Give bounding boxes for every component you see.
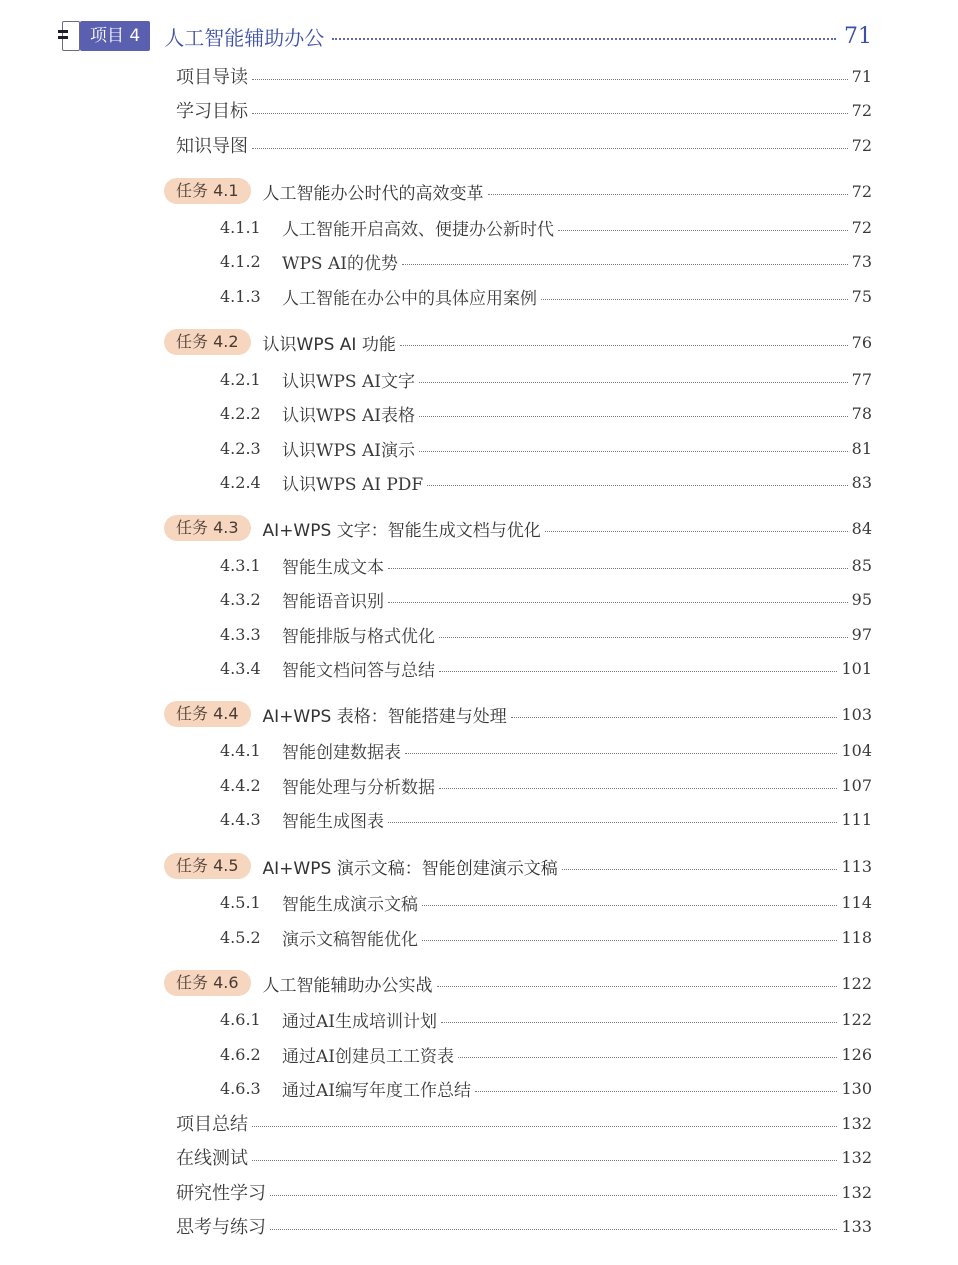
- section-number: 4.6.1: [220, 1009, 261, 1029]
- entry-page: 95: [851, 589, 872, 609]
- section-number: 4.3.4: [220, 658, 261, 678]
- toc-entry-4-5-2[interactable]: [220, 922, 872, 952]
- dot-leader: [511, 716, 838, 718]
- dot-leader: [388, 567, 848, 569]
- toc-entry-4-4-3[interactable]: [220, 804, 872, 834]
- entry-title: WPS AI的优势: [282, 253, 398, 274]
- entry-page: 78: [851, 403, 872, 423]
- toc-entry-outro-3[interactable]: [176, 1211, 872, 1241]
- section-number: 4.6.2: [220, 1044, 261, 1064]
- entry-title: 学习目标: [176, 101, 248, 122]
- entry-title: 通过AI编写年度工作总结: [282, 1080, 471, 1101]
- dot-leader: [332, 36, 836, 40]
- toc-entry-intro-1[interactable]: [176, 95, 872, 125]
- entry-page: 107: [841, 775, 872, 795]
- entry-title: 智能生成演示文稿: [282, 894, 418, 915]
- toc-task-4-6[interactable]: [164, 968, 872, 998]
- dot-leader: [558, 229, 848, 231]
- entry-title: 智能文档问答与总结: [282, 660, 435, 681]
- section-number: 4.4.2: [220, 775, 261, 795]
- entry-page: 81: [851, 438, 872, 458]
- entry-title: 通过AI生成培训计划: [282, 1011, 437, 1032]
- entry-title: 智能生成图表: [282, 811, 384, 832]
- dot-leader: [439, 670, 837, 672]
- section-number: 4.1.3: [220, 286, 261, 306]
- dot-leader: [252, 78, 848, 80]
- entry-page: 77: [851, 369, 872, 389]
- toc-entry-4-3-2[interactable]: [220, 584, 872, 614]
- toc-entry-4-3-4[interactable]: [220, 653, 872, 683]
- task-title: 人工智能辅助办公实战: [262, 975, 433, 996]
- entry-title: 项目总结: [176, 1114, 248, 1135]
- dot-leader: [252, 1159, 837, 1161]
- project-page-number: 71: [844, 23, 872, 49]
- task-title: 认识WPS AI 功能: [262, 334, 396, 355]
- entry-title: 认识WPS AI文字: [282, 371, 415, 392]
- toc-entry-4-2-1[interactable]: [220, 364, 872, 394]
- entry-title: 智能处理与分析数据: [282, 777, 435, 798]
- section-number: 4.5.1: [220, 892, 261, 912]
- toc-entry-4-3-3[interactable]: [220, 619, 872, 649]
- task-page: 76: [851, 332, 872, 352]
- toc-entry-4-2-2[interactable]: [220, 398, 872, 428]
- toc-entry-4-1-2[interactable]: [220, 246, 872, 276]
- entry-page: 71: [851, 66, 872, 86]
- entry-page: 132: [841, 1147, 872, 1167]
- dot-leader: [252, 112, 848, 114]
- project-badge: 项目 4: [80, 21, 150, 51]
- dot-leader: [439, 636, 848, 638]
- task-title: AI+WPS 文字：智能生成文档与优化: [262, 520, 541, 541]
- toc-task-4-2[interactable]: [164, 327, 872, 357]
- dot-leader: [562, 868, 838, 870]
- toc-task-4-4[interactable]: [164, 699, 872, 729]
- toc-task-4-5[interactable]: [164, 851, 872, 881]
- toc-entry-outro-1[interactable]: [176, 1142, 872, 1172]
- section-number: 4.3.2: [220, 589, 261, 609]
- task-badge: 任务 4.1: [164, 178, 251, 204]
- entry-title: 人工智能在办公中的具体应用案例: [282, 288, 537, 309]
- section-number: 4.2.3: [220, 438, 261, 458]
- dot-leader: [427, 484, 847, 486]
- task-title: 人工智能办公时代的高效变革: [262, 183, 484, 204]
- section-number: 4.1.1: [220, 217, 261, 237]
- dot-leader: [405, 752, 837, 754]
- entry-title: 在线测试: [176, 1148, 248, 1169]
- task-page: 84: [851, 518, 872, 538]
- entry-page: 104: [841, 740, 872, 760]
- dot-leader: [419, 450, 848, 452]
- toc-entry-4-5-1[interactable]: [220, 887, 872, 917]
- entry-title: 项目导读: [176, 67, 248, 88]
- toc-entry-4-6-3[interactable]: [220, 1073, 872, 1103]
- entry-page: 75: [851, 286, 872, 306]
- toc-entry-4-1-1[interactable]: [220, 212, 872, 242]
- dot-leader: [488, 193, 848, 195]
- entry-page: 133: [841, 1216, 872, 1236]
- task-page: 72: [851, 181, 872, 201]
- entry-title: 认识WPS AI PDF: [282, 474, 424, 495]
- section-number: 4.4.1: [220, 740, 261, 760]
- section-number: 4.6.3: [220, 1078, 261, 1098]
- dot-leader: [252, 147, 848, 149]
- toc-entry-intro-2[interactable]: [176, 130, 872, 160]
- toc-entry-intro-0[interactable]: [176, 61, 872, 91]
- entry-title: 智能排版与格式优化: [282, 626, 435, 647]
- entry-page: 83: [851, 472, 872, 492]
- entry-page: 114: [841, 892, 872, 912]
- dot-leader: [270, 1194, 837, 1196]
- dot-leader: [419, 415, 848, 417]
- section-number: 4.3.3: [220, 624, 261, 644]
- entry-title: 思考与练习: [176, 1217, 266, 1238]
- toc-entry-4-3-1[interactable]: [220, 550, 872, 580]
- section-number: 4.2.1: [220, 369, 261, 389]
- section-number: 4.3.1: [220, 555, 261, 575]
- section-number: 4.2.4: [220, 472, 261, 492]
- dot-leader: [545, 530, 848, 532]
- task-title: AI+WPS 表格：智能搭建与处理: [262, 706, 507, 727]
- dot-leader: [422, 904, 837, 906]
- section-number: 4.1.2: [220, 251, 261, 271]
- toc-task-4-1[interactable]: [164, 176, 872, 206]
- task-badge: 任务 4.6: [164, 970, 251, 996]
- entry-page: 73: [851, 251, 872, 271]
- dot-leader: [437, 985, 838, 987]
- entry-page: 132: [841, 1113, 872, 1133]
- entry-title: 认识WPS AI表格: [282, 405, 415, 426]
- entry-title: 认识WPS AI演示: [282, 440, 415, 461]
- project-header: [58, 18, 872, 54]
- entry-title: 智能创建数据表: [282, 742, 401, 763]
- dot-leader: [419, 381, 848, 383]
- entry-page: 111: [841, 809, 872, 829]
- section-number: 4.4.3: [220, 809, 261, 829]
- toc-entry-outro-0[interactable]: [176, 1108, 872, 1138]
- task-badge: 任务 4.4: [164, 701, 251, 727]
- dot-leader: [388, 821, 837, 823]
- section-number: 4.5.2: [220, 927, 261, 947]
- toc-entry-4-4-1[interactable]: [220, 735, 872, 765]
- entry-title: 知识导图: [176, 136, 248, 157]
- toc-entry-4-4-2[interactable]: [220, 770, 872, 800]
- task-page: 113: [841, 856, 872, 876]
- dot-leader: [270, 1228, 837, 1230]
- dot-leader: [475, 1090, 837, 1092]
- entry-title: 研究性学习: [176, 1183, 266, 1204]
- dot-leader: [458, 1056, 837, 1058]
- task-page: 122: [841, 973, 872, 993]
- task-title: AI+WPS 演示文稿：智能创建演示文稿: [262, 858, 558, 879]
- entry-title: 人工智能开启高效、便捷办公新时代: [282, 219, 554, 240]
- entry-page: 97: [851, 624, 872, 644]
- entry-title: 通过AI创建员工工资表: [282, 1046, 454, 1067]
- dot-leader: [439, 787, 837, 789]
- entry-page: 72: [851, 217, 872, 237]
- entry-page: 122: [841, 1009, 872, 1029]
- entry-page: 72: [851, 135, 872, 155]
- dot-leader: [252, 1125, 837, 1127]
- dot-leader: [422, 939, 837, 941]
- dot-leader: [400, 344, 848, 346]
- toc-entry-outro-2[interactable]: [176, 1177, 872, 1207]
- task-badge: 任务 4.2: [164, 329, 251, 355]
- entry-page: 72: [851, 100, 872, 120]
- entry-page: 126: [841, 1044, 872, 1064]
- entry-page: 130: [841, 1078, 872, 1098]
- toc-entry-4-6-1[interactable]: [220, 1004, 872, 1034]
- toc-entry-4-2-3[interactable]: [220, 433, 872, 463]
- entry-title: 演示文稿智能优化: [282, 929, 418, 950]
- document-icon: [58, 21, 76, 51]
- project-title: 人工智能辅助办公: [164, 25, 325, 50]
- toc-entry-4-6-2[interactable]: [220, 1039, 872, 1069]
- task-page: 103: [841, 704, 872, 724]
- entry-page: 101: [841, 658, 872, 678]
- dot-leader: [388, 601, 848, 603]
- section-number: 4.2.2: [220, 403, 261, 423]
- dot-leader: [541, 298, 848, 300]
- task-badge: 任务 4.5: [164, 853, 251, 879]
- dot-leader: [441, 1021, 837, 1023]
- toc-entry-4-2-4[interactable]: [220, 467, 872, 497]
- entry-title: 智能生成文本: [282, 557, 384, 578]
- entry-page: 118: [841, 927, 872, 947]
- entry-page: 132: [841, 1182, 872, 1202]
- toc-task-4-3[interactable]: [164, 513, 872, 543]
- dot-leader: [402, 263, 848, 265]
- entry-page: 85: [851, 555, 872, 575]
- toc-entry-4-1-3[interactable]: [220, 281, 872, 311]
- task-badge: 任务 4.3: [164, 515, 251, 541]
- entry-title: 智能语音识别: [282, 591, 384, 612]
